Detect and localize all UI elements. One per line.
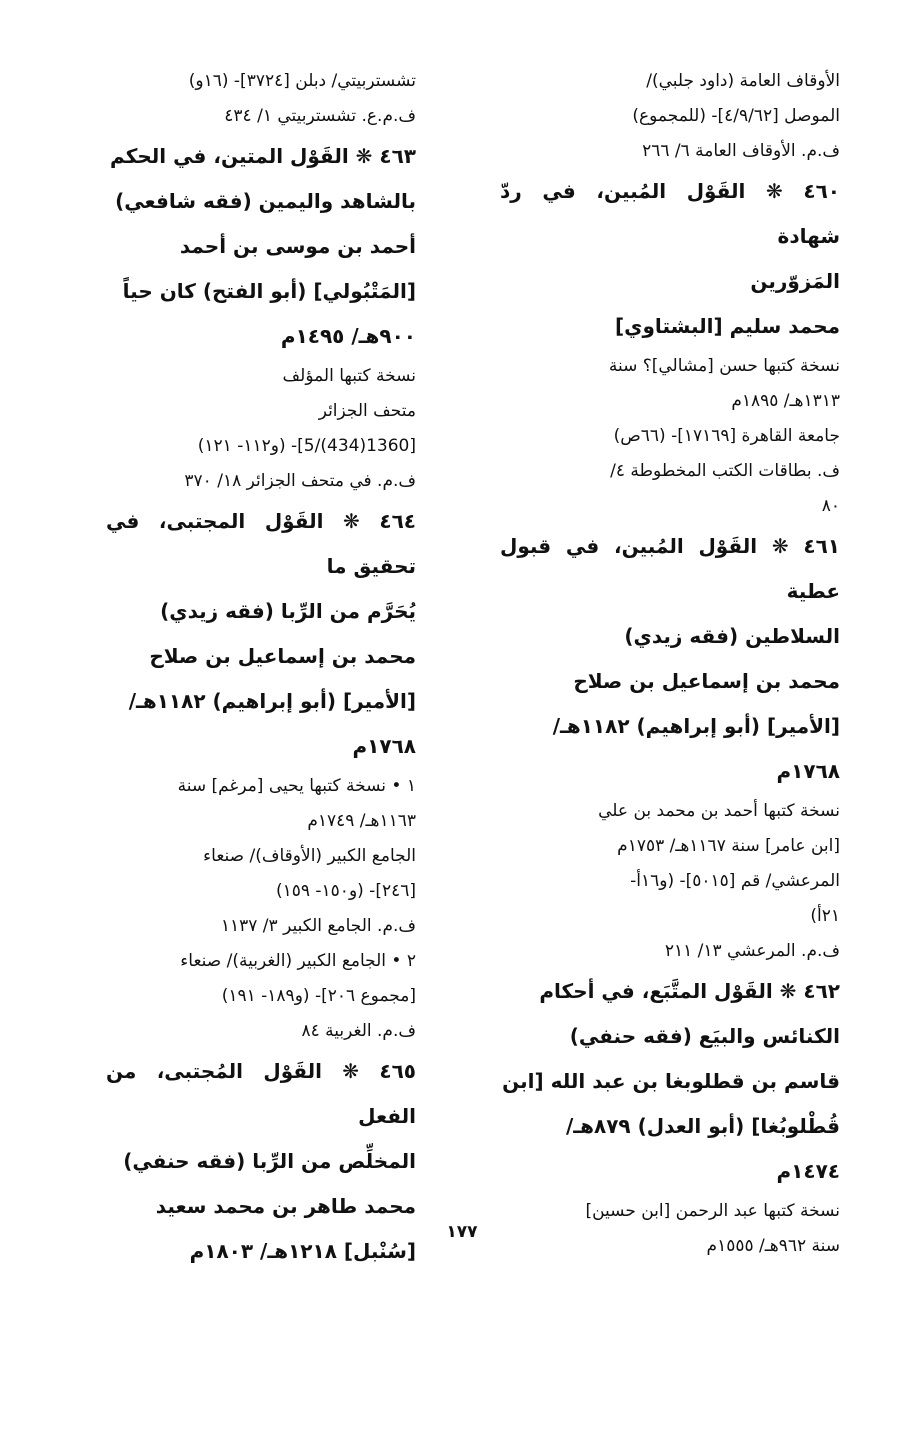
note-line: الموصل [٤/٩/٦٢]- (للمجموع) [632, 106, 840, 126]
note-line: سنة ٩٦٢هـ/ ١٥٥٥م [706, 1236, 840, 1256]
entry-title-line: يُحَرَّم من الرِّبا (فقه زيدي) [160, 599, 416, 623]
left-column [106, 64, 416, 1274]
note-line: ف.م. الغربية ٨٤ [301, 1021, 416, 1041]
entry-title-line: السلاطين (فقه زيدي) [624, 624, 840, 648]
entry-title-line: ٤٦٠ ❋ القَوْل المُبين، في ردّ شهادة [500, 179, 840, 248]
entry-title-line: المَزوّرين [750, 269, 840, 293]
author-line: [المَتْبُولي] (أبو الفتح) كان حياً [122, 279, 416, 303]
note-line: ف.م. الأوقاف العامة ٦/ ٢٦٦ [642, 141, 840, 161]
author-line: ١٧٦٨م [352, 734, 416, 758]
note-line: نسخة كتبها حسن [مشالي]؟ سنة [608, 356, 840, 376]
note-line: [ابن عامر] سنة ١١٦٧هـ/ ١٧٥٣م [617, 836, 840, 856]
author-line: [سُنْبل] ١٢١٨هـ/ ١٨٠٣م [189, 1239, 416, 1263]
entry-title-line: ٤٦٤ ❋ القَوْل المجتبى، في تحقيق ما [106, 509, 416, 578]
author-line: محمد بن إسماعيل بن صلاح [573, 669, 840, 693]
author-line: محمد بن إسماعيل بن صلاح [149, 644, 416, 668]
author-line: ٩٠٠هـ/ ١٤٩٥م [280, 324, 416, 348]
note-line: ٢١أ) [810, 906, 840, 926]
note-line: ٢ • الجامع الكبير (الغربية)/ صنعاء [180, 951, 416, 971]
author-line: [الأمير] (أبو إبراهيم) ١١٨٢هـ/ [552, 714, 840, 738]
note-line: [٢٤٦]- (و١٥٠- ١٥٩) [275, 881, 416, 901]
entry-title-line: الكنائس والبيَع (فقه حنفي) [569, 1024, 840, 1048]
author-line: محمد طاهر بن محمد سعيد [155, 1194, 416, 1218]
note-line: ف.م. الجامع الكبير ٣/ ١١٣٧ [220, 916, 416, 936]
note-line: نسخة كتبها أحمد بن محمد بن علي [598, 801, 840, 821]
note-line: الأوقاف العامة (داود جلبي)/ [646, 71, 840, 91]
note-line: ف.م. في متحف الجزائر ١٨/ ٣٧٠ [184, 471, 416, 491]
note-line: المرعشي/ قم [٥٠١٥]- (و١٦أ- [630, 871, 840, 891]
entry-title-line: بالشاهد واليمين (فقه شافعي) [115, 189, 416, 213]
author-line: قاسم بن قطلوبغا بن عبد الله [ابن [502, 1069, 840, 1093]
right-column [500, 64, 840, 1264]
note-line: ٨٠ [821, 496, 840, 516]
note-line: ١١٦٣هـ/ ١٧٤٩م [307, 811, 416, 831]
note-line: [مجموع ٢٠٦]- (و١٨٩- ١٩١) [221, 986, 416, 1006]
entry-title-line: المخلِّص من الرِّبا (فقه حنفي) [123, 1149, 416, 1173]
page-number: ١٧٧ [446, 1222, 478, 1242]
author-line: محمد سليم [البشتاوي] [615, 314, 840, 338]
note-line: ف.م. المرعشي ١٣/ ٢١١ [664, 941, 840, 961]
author-line: أحمد بن موسى بن أحمد [179, 234, 416, 258]
note-line: نسخة كتبها المؤلف [282, 366, 416, 386]
note-line: ف.م.ع. تشستربيتي ١/ ٤٣٤ [224, 106, 416, 126]
author-line: قُطْلوبُغا] (أبو العدل) ٨٧٩هـ/ [565, 1114, 840, 1138]
note-line: تشستربيتي/ دبلن [٣٧٢٤]- (١٦و) [188, 71, 416, 91]
note-line: جامعة القاهرة [١٧١٦٩]- (٦٦ص) [613, 426, 840, 446]
note-line: متحف الجزائر [318, 401, 416, 421]
note-line: ١٣١٣هـ/ ١٨٩٥م [731, 391, 840, 411]
entry-title-line: ٤٦١ ❋ القَوْل المُبين، في قبول عطية [500, 534, 840, 603]
author-line: ١٧٦٨م [776, 759, 840, 783]
entry-title-line: ٤٦٣ ❋ القَوْل المتين، في الحكم [110, 144, 416, 168]
note-line: ١ • نسخة كتبها يحيى [مرغم] سنة [177, 776, 416, 796]
note-line: نسخة كتبها عبد الرحمن [ابن حسين] [585, 1201, 840, 1221]
author-line: [الأمير] (أبو إبراهيم) ١١٨٢هـ/ [128, 689, 416, 713]
author-line: ١٤٧٤م [776, 1159, 840, 1183]
entry-title-line: ٤٦٥ ❋ القَوْل المُجتبى، من الفعل [106, 1059, 416, 1128]
note-line: ف. بطاقات الكتب المخطوطة ٤/ [610, 461, 840, 481]
note-line: [1360(434)/5]- (و١١٢- ١٢١) [197, 436, 416, 456]
entry-title-line: ٤٦٢ ❋ القَوْل المتَّبَع، في أحكام [539, 979, 840, 1003]
note-line: الجامع الكبير (الأوقاف)/ صنعاء [203, 846, 416, 866]
